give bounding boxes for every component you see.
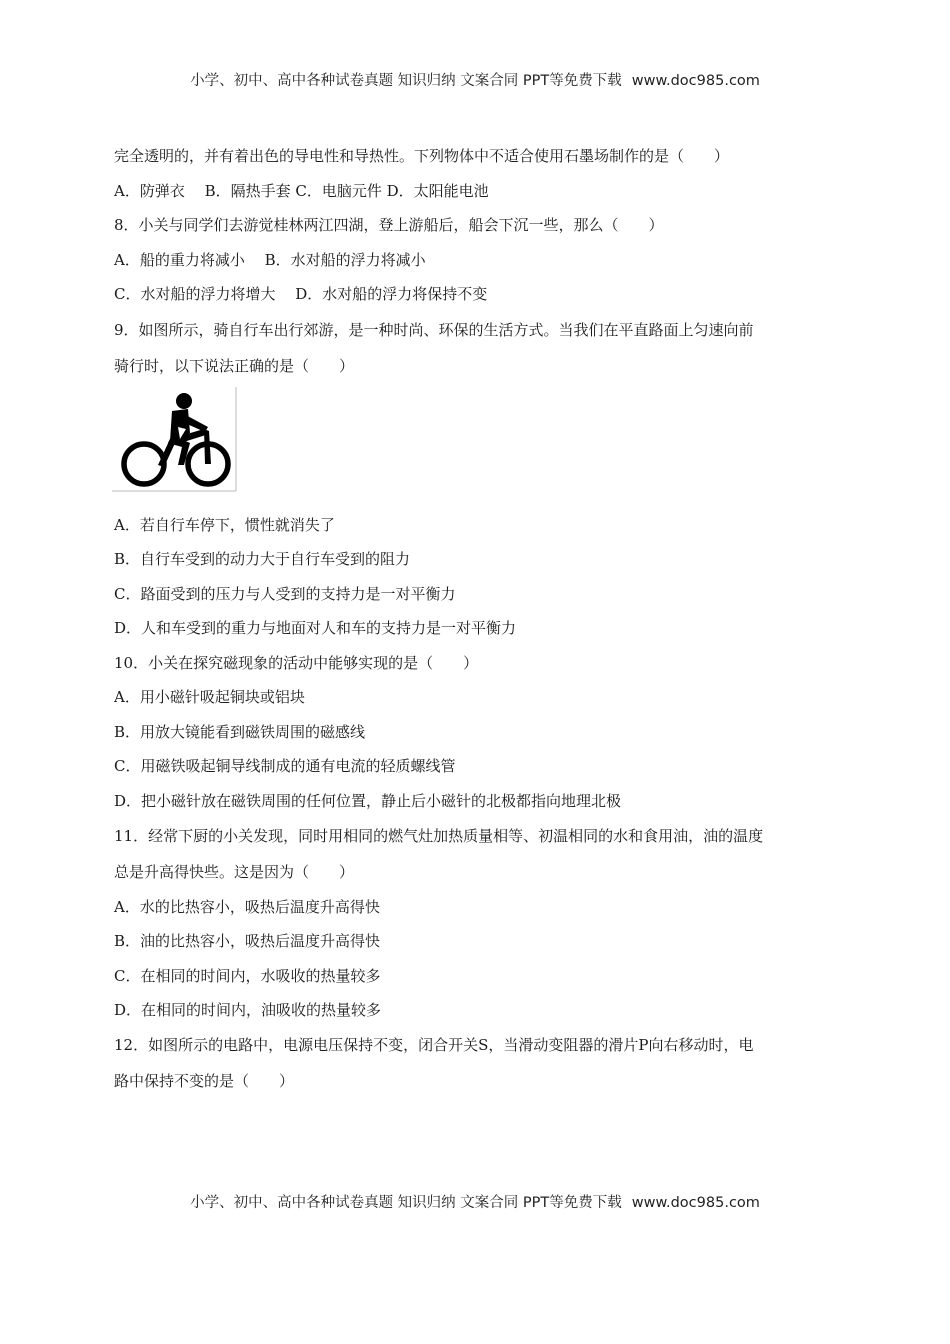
question-11-option-c: C．在相同的时间内，水吸收的热量较多 [114, 967, 381, 985]
question-7-stem-cont: 完全透明的，并有着出色的导电性和导热性。下列物体中不适合使用石墨场制作的是（ ） [114, 147, 730, 165]
question-10-option-a: A．用小磁针吸起铜块或铝块 [114, 688, 305, 706]
question-11-option-d: D．在相同的时间内，油吸收的热量较多 [114, 1001, 382, 1019]
footer-url[interactable]: www.doc985.com [631, 1195, 760, 1211]
question-10-stem: 10．小关在探究磁现象的活动中能够实现的是（ ） [114, 654, 479, 672]
question-9-option-a: A．若自行车停下，惯性就消失了 [114, 516, 335, 534]
question-9-option-d: D．人和车受到的重力与地面对人和车的支持力是一对平衡力 [114, 619, 517, 637]
question-9-stem: 9．如图所示，骑自行车出行郊游，是一种时尚、环保的生活方式。当我们在平直路面上匀速向前 [114, 321, 754, 339]
question-8-stem: 8．小关与同学们去游觉桂林两江四湖，登上游船后，船会下沉一些，那么（ ） [114, 216, 664, 234]
question-9-option-b: B．自行车受到的动力大于自行车受到的阻力 [114, 550, 411, 568]
question-9-stem-cont: 骑行时，以下说法正确的是（ ） [114, 357, 355, 375]
question-10-option-d: D．把小磁针放在磁铁周围的任何位置，静止后小磁针的北极都指向地理北极 [114, 792, 622, 810]
page-header [0, 69, 950, 90]
header-url[interactable]: www.doc985.com [631, 73, 760, 89]
question-9-option-c: C．路面受到的压力与人受到的支持力是一对平衡力 [114, 585, 456, 603]
question-11-option-a: A．水的比热容小，吸热后温度升高得快 [114, 898, 380, 916]
question-8-options-ab: A．船的重力将减小 B．水对船的浮力将减小 [114, 251, 426, 269]
question-7-options: A．防弹衣 B．隔热手套 C．电脑元件 D．太阳能电池 [114, 182, 489, 200]
question-11-stem-cont: 总是升高得快些。这是因为（ ） [114, 863, 355, 881]
question-10-option-b: B．用放大镜能看到磁铁周围的磁感线 [114, 723, 366, 741]
question-8-options-cd: C．水对船的浮力将增大 D．水对船的浮力将保持不变 [114, 285, 488, 303]
question-11-option-b: B．油的比热容小，吸热后温度升高得快 [114, 932, 381, 950]
question-12-stem: 12．如图所示的电路中，电源电压保持不变，闭合开关S，当滑动变阻器的滑片P向右移动时，电 [114, 1036, 754, 1054]
bicycle-rider-figure [112, 387, 238, 493]
footer-text: 小学、初中、高中各种试卷真题 知识归纳 文案合同 PPT等免费下载 [190, 1195, 622, 1211]
page-footer [0, 1191, 950, 1212]
question-12-stem-cont: 路中保持不变的是（ ） [114, 1072, 295, 1090]
header-text: 小学、初中、高中各种试卷真题 知识归纳 文案合同 PPT等免费下载 [190, 73, 622, 89]
question-11-stem: 11．经常下厨的小关发现，同时用相同的燃气灶加热质量相等、初温相同的水和食用油，油的温度 [114, 827, 764, 845]
question-10-option-c: C．用磁铁吸起铜导线制成的通有电流的轻质螺线管 [114, 757, 456, 775]
